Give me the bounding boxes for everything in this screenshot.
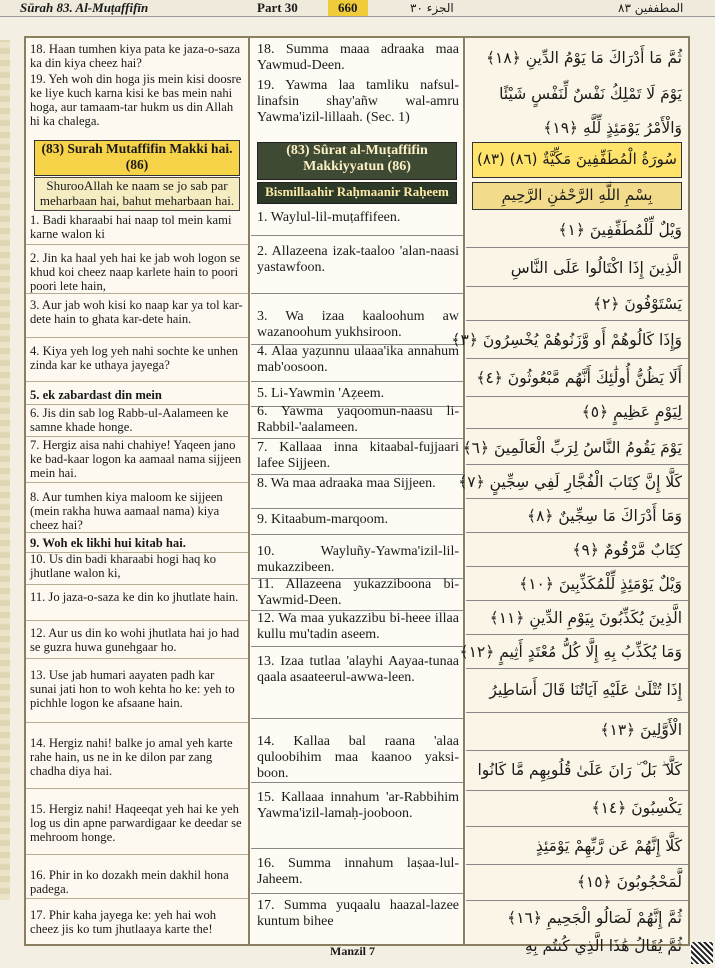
translit-1: 1. Waylul-lil-muṭaffifeen.: [257, 210, 401, 225]
row-divider: [251, 235, 463, 236]
arabic-line: يَوْمَ لَا تَمْلِكُ نَفْسٌ لِّنَفْسٍ شَيْئًا: [499, 85, 682, 103]
arabic-line: أَلَا يَظُنُّ أُولَٰئِكَ أَنَّهُم مَّبْعُوثُونَ ﴿٤﴾: [476, 369, 682, 387]
translation-9: 9. Woh ek likhi hui kitab hai.: [30, 536, 186, 550]
translit-6: 6. Yawma yaqoomun-naasu li-Rabbil-'aalameen.: [257, 404, 459, 435]
row-divider: [251, 718, 463, 719]
arabic-line: إِذَا تُتْلَىٰ عَلَيْهِ آيَاتُنَا قَالَ أَسَاطِيرُ: [489, 681, 682, 699]
row-divider: [466, 600, 688, 601]
manzil-label: Manzil 7: [330, 944, 375, 958]
row-divider: [26, 620, 248, 621]
row-divider: [26, 337, 248, 338]
row-divider: [26, 658, 248, 659]
row-divider: [251, 381, 463, 382]
row-divider: [466, 247, 688, 248]
arabic-line: يَوْمَ يَقُومُ النَّاسُ لِرَبِّ الْعَالَمِينَ ﴿٦﴾: [462, 439, 682, 457]
row-divider: [466, 566, 688, 567]
surah-name-box: (83) Sûrat al-Muṭaffifin Makkiyyatun (86): [257, 142, 457, 180]
bismillah-translation: ShurooAllah ke naam se jo sab par meharbaan hai, bahut meharbaan hai.: [34, 177, 240, 211]
row-divider: [466, 668, 688, 669]
row-divider: [26, 788, 248, 789]
page-header: [0, 0, 715, 17]
row-divider: [251, 438, 463, 439]
arabic-line: وَيْلٌ لِّلْمُطَفِّفِينَ ﴿١﴾: [558, 221, 682, 239]
translation-v18: 18. Haan tumhen kiya pata ke jaza-o-saza ka din kiya cheez hai?: [30, 42, 241, 70]
translation-11: 11. Jo jaza-o-saza ke din ko jhutlate hain.: [30, 590, 239, 604]
row-divider: [26, 244, 248, 245]
row-divider: [26, 898, 248, 899]
row-divider: [466, 464, 688, 465]
translit-15: 15. Kallaaa innahum 'ar-Rabbihim Yawma'izil-lamaḥ-jooboon.: [257, 790, 459, 821]
translation-12: 12. Aur us din ko wohi jhutlata hai jo had se guzra huwa gunehgaar ho.: [30, 626, 240, 654]
arabic-line: الَّذِينَ يُكَذِّبُونَ بِيَوْمِ الدِّينِ ﴿١١﴾: [489, 609, 682, 627]
arabic-line: وَمَا أَدْرَاكَ مَا سِجِّينٌ ﴿٨﴾: [527, 507, 682, 525]
row-divider: [466, 826, 688, 827]
row-divider: [26, 293, 248, 294]
row-divider: [466, 712, 688, 713]
translit-4: 4. Alaa yaẓunnu ulaaa'ika annahum mab'oosoon.: [257, 344, 459, 375]
row-divider: [251, 848, 463, 849]
row-divider: [466, 286, 688, 287]
translation-v19: 19. Yeh woh din hoga jis mein kisi doosre ke liye kuch karna kisi ke bas mein nahi hoga, aur tamaam-tar hukm us din Allah hi ka chalega.: [30, 72, 242, 128]
row-divider: [466, 790, 688, 791]
translation-6: 6. Jis din sab log Rabb-ul-Aalameen ke samne khade honge.: [30, 406, 229, 434]
arabic-line: الْأَوَّلِينَ ﴿١٣﴾: [600, 721, 682, 739]
surah-title: Sūrah 83. Al-Muṭaffifīn: [20, 0, 149, 15]
arabic-line: ثُمَّ مَا أَدْرَاكَ مَا يَوْمُ الدِّينِ ﴿١٨﴾: [485, 49, 682, 67]
arabic-line: يَكْسِبُونَ ﴿١٤﴾: [591, 799, 682, 817]
row-divider: [251, 474, 463, 475]
translit-13: 13. Izaa tutlaa 'alayhi Aayaa-tunaa qaala asaateerul-awwa-leen.: [257, 654, 459, 685]
page-number: 660: [328, 0, 368, 16]
row-divider: [26, 436, 248, 437]
row-divider: [26, 482, 248, 483]
translit-8: 8. Wa maa adraaka maa Sijjeen.: [257, 476, 436, 491]
translit-10: 10. Wayluñy-Yawma'izil-lil-mukazzibeen.: [257, 544, 459, 575]
row-divider: [251, 646, 463, 647]
arabic-line: وَمَا يُكَذِّبُ بِهِ إِلَّا كُلُّ مُعْتَدٍ أَثِيمٍ ﴿١٢﴾: [459, 643, 682, 661]
row-divider: [251, 534, 463, 535]
translation-column: [26, 38, 250, 944]
arabic-line: يَسْتَوْفُونَ ﴿٢﴾: [592, 295, 682, 313]
row-divider: [251, 782, 463, 783]
arabic-line: كَلَّا إِنَّهُمْ عَن رَّبِّهِمْ يَوْمَئِذٍ: [535, 837, 682, 855]
translit-3: 3. Wa izaa kaaloohum aw wazanoohum yukhsiroon.: [257, 309, 459, 340]
arabic-line: ثُمَّ يُقَالُ هَٰذَا الَّذِي كُنتُم بِهِ: [525, 937, 682, 955]
translation-5: 5. ek zabardast din mein: [30, 388, 162, 402]
translit-v19: 19. Yawma laa tamliku nafsul-linafsin shay'añw wal-amru Yawma'izil-lillaah. (Sec. 1): [257, 78, 459, 125]
row-divider: [251, 293, 463, 294]
surah-name-box: (83) Surah Mutaffifin Makki hai. (86): [34, 140, 240, 176]
translation-17: 17. Phir kaha jayega ke: yeh hai woh cheez jis ko tum jhutlaaya karte the!: [30, 908, 217, 936]
bismillah-arabic: بِسْمِ اللَّهِ الرَّحْمَٰنِ الرَّحِيمِ: [472, 182, 682, 210]
translation-3: 3. Aur jab woh kisi ko naap kar ya tol kar-dete hain to ghata kar-dete hain.: [30, 298, 243, 326]
translation-1: 1. Badi kharaabi hai naap tol mein kami karne walon ki: [30, 213, 232, 241]
translation-10: 10. Us din badi kharaabi hogi haq ko jhutlane walon ki,: [30, 552, 217, 580]
row-divider: [26, 722, 248, 723]
translation-8: 8. Aur tumhen kiya maloom ke sijjeen (mein rakha huwa aamaal nama) kiya cheez hai?: [30, 490, 223, 532]
row-divider: [26, 404, 248, 405]
juz-arabic: الجزء ٣٠: [410, 1, 454, 15]
translit-11: 11. Allazeena yukazziboona bi-Yawmid-Deen.: [257, 577, 459, 608]
transliteration-column: [251, 38, 465, 944]
translation-13: 13. Use jab humari aayaten padh kar sunai jati hon to woh kehta ho ke: yeh to pichhle logon ke afsaane hain.: [30, 668, 235, 710]
translation-15: 15. Hergiz nahi! Haqeeqat yeh hai ke yeh log us din apne parwardigaar ke deedar se mehroom honge.: [30, 802, 242, 844]
row-divider: [251, 508, 463, 509]
arabic-line: كَلَّا إِنَّ كِتَابَ الْفُجَّارِ لَفِي سِجِّينٍ ﴿٧﴾: [458, 473, 682, 491]
row-divider: [26, 532, 248, 533]
surah-header-arabic: (٨٣) سُورَةُ الْمُطَفِّفِينَ مَكِّيَّةٌ (٨٦): [472, 142, 682, 178]
row-divider: [466, 750, 688, 751]
row-divider: [466, 532, 688, 533]
row-divider: [251, 893, 463, 894]
arabic-line: لِيَوْمٍ عَظِيمٍ ﴿٥﴾: [581, 403, 682, 421]
row-divider: [26, 584, 248, 585]
row-divider: [26, 381, 248, 382]
translation-14: 14. Hergiz nahi! balke jo amal yeh karte rahe hain, us ne in ke dilon par zang chadha diya hai.: [30, 736, 233, 778]
arabic-line: وَالْأَمْرُ يَوْمَئِذٍ لِّلَّهِ ﴿١٩﴾: [543, 119, 682, 137]
row-divider: [466, 864, 688, 865]
row-divider: [466, 320, 688, 321]
translit-2: 2. Allazeena izak-taaloo 'alan-naasi yastawfoon.: [257, 244, 459, 275]
row-divider: [26, 854, 248, 855]
row-divider: [466, 634, 688, 635]
translation-4: 4. Kiya yeh log yeh nahi sochte ke unhen zinda kar ke uthaya jayega?: [30, 344, 239, 372]
arabic-column: [451, 38, 688, 955]
translit-5: 5. Li-Yawmin 'Aẓeem.: [257, 386, 385, 401]
arabic-line: ثُمَّ إِنَّهُمْ لَصَالُو الْجَحِيمِ ﴿١٦﴾: [507, 909, 682, 927]
page-edge-decoration: [0, 40, 10, 900]
row-divider: [466, 900, 688, 901]
arabic-line: وَإِذَا كَالُوهُمْ أَو وَّزَنُوهُمْ يُخْسِرُونَ ﴿٣﴾: [451, 331, 682, 349]
qr-code-icon: [691, 942, 713, 964]
translit-17: 17. Summa yuqaalu haazal-lazee kuntum bihee: [257, 898, 459, 929]
translit-16: 16. Summa innahum laṣaa-lul-Jaheem.: [257, 856, 459, 887]
translit-12: 12. Wa maa yukazzibu bi-heee illaa kullu mu'tadin aseem.: [257, 611, 459, 642]
row-divider: [466, 498, 688, 499]
row-divider: [466, 428, 688, 429]
translit-14: 14. Kallaa bal raana 'alaa quloobihim maa kaanoo yaksi-boon.: [257, 734, 459, 781]
translit-v18: 18. Summa maaa adraaka maa Yawmud-Deen.: [257, 42, 459, 73]
translation-16: 16. Phir in ko dozakh mein dakhil hona padega.: [30, 868, 229, 896]
arabic-line: كِتَابٌ مَّرْقُومٌ ﴿٩﴾: [572, 541, 682, 559]
bismillah-transliteration: Bismillaahir Raḥmaanir Raḥeem: [257, 182, 457, 204]
arabic-line: الَّذِينَ إِذَا اكْتَالُوا عَلَى النَّاسِ: [510, 259, 682, 277]
part-label: Part 30: [257, 0, 298, 15]
arabic-line: لَّمَحْجُوبُونَ ﴿١٥﴾: [576, 873, 682, 891]
surah-arabic: المطففين ٨٣: [618, 1, 684, 15]
translit-7: 7. Kallaaa inna kitaabal-fujjaari lafee Sijjeen.: [257, 440, 459, 471]
translit-9: 9. Kitaabum-marqoom.: [257, 512, 389, 527]
arabic-line: كَلَّا ۖ بَلْ ۜ رَانَ عَلَىٰ قُلُوبِهِم مَّا كَانُوا: [477, 761, 682, 779]
translation-7: 7. Hergiz aisa nahi chahiye! Yaqeen jano ke bad-kaar logon ka aamaal nama sijjeen mein hai.: [30, 438, 242, 480]
row-divider: [466, 358, 688, 359]
arabic-line: وَيْلٌ يَوْمَئِذٍ لِّلْمُكَذِّبِينَ ﴿١٠﴾: [519, 575, 682, 593]
translation-2: 2. Jin ka haal yeh hai ke jab woh logon se khud koi cheez naap karlete hain to poori poori lete hain,: [30, 251, 241, 293]
